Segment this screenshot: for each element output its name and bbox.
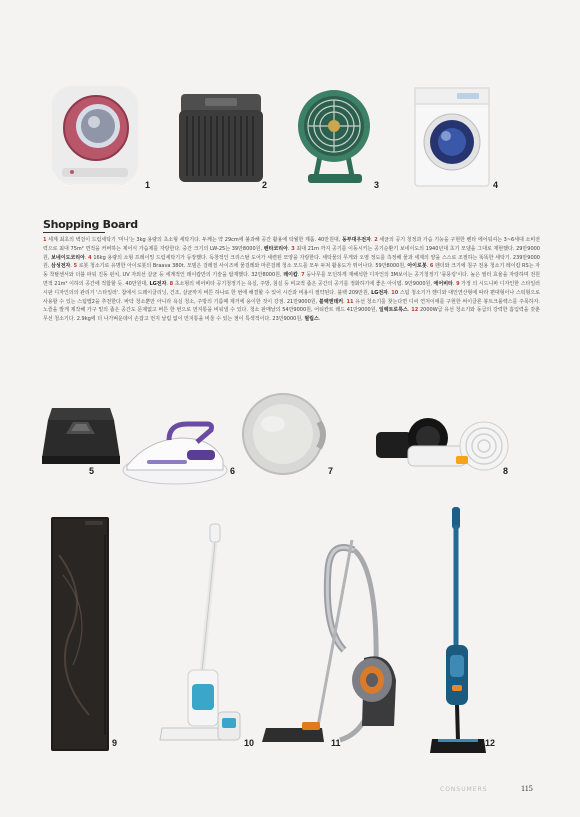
item-number: 11 <box>346 298 354 305</box>
brand-name: 삼성전자 <box>51 263 71 270</box>
product-10-steam-mop <box>158 522 246 750</box>
product-number-10: 10 <box>244 738 255 748</box>
item-number: 1 <box>43 237 47 243</box>
description-text: 2000W급 유선 청소기와 동급의 강력한 흡입력을 갖춘 무선 청소기다. 2.9kg에 더 나가벼운데이 손잡고 먼지 날림 없이 먼지통을 비울 수 있는 점이 특색적이다. 23만9000원, <box>43 307 540 323</box>
product-number-1: 1 <box>145 180 151 190</box>
product-number-9: 9 <box>112 738 118 748</box>
description-text: . <box>426 263 430 270</box>
brand-name: 아이로봇 <box>407 263 427 270</box>
product-3-vintage-fan <box>292 86 374 188</box>
description-text: 유선 청소기를 찾는다면 디씨 연처이에를 구현한 써이클론 봉트크롤렉스를 주목하자. 노즐을 발게 제작해 가구 밑의 좁은 공간도 문제없고 버튼 한 번으로 먼지통을 비워낼 수 있다. 청소 판매날의 54만9000원, 어티칸트 레드 41만9000원, <box>43 298 540 314</box>
product-descriptions-paragraph <box>43 236 540 324</box>
description-text: 스팀 청소기가 핸디와 대인연산형에 따라 편대형이나 스틱형으로 사용할 수 있는 스팀맵2을 추천한다. 바닥 청소뿐만 아니라 욕실 청소, 주방의 기름때 제거에 용이한 것이 강점. 21만9000원, <box>43 289 540 305</box>
description-text: . <box>452 280 457 287</box>
item-number: 6 <box>429 263 434 270</box>
product-9-clothing-styler <box>49 515 111 753</box>
product-number-7: 7 <box>328 466 334 476</box>
product-number-3: 3 <box>374 180 380 190</box>
brand-name: 일렉트로룩스 <box>378 307 408 314</box>
description-text: . <box>388 289 392 296</box>
description-text: 초소형의 에어비타 공기청정기는 욕실, 주방, 침실 등 비교적 좁은 공간의 공기를 정화하기에 좋은 아이템. 9만9000원, <box>173 280 434 287</box>
page-number: 115 <box>521 784 533 793</box>
product-1-wall-mini-washer <box>48 82 143 187</box>
product-number-8: 8 <box>503 466 509 476</box>
product-11-canister-vacuum <box>258 530 398 758</box>
brand-name: 에어비타 <box>433 280 453 287</box>
product-number-6: 6 <box>230 466 236 476</box>
description-text: 세균의 공기 청정과 가습 기능을 구현한 벤타 에어워셔는 3~6세대 소비전력으로 최대 75m² 면적을 커버하는 제어식 가습제를 자랑한다. 중간 크기의 LW-25는 39만8000원, <box>43 237 540 252</box>
brand-name: 벤타코리아 <box>263 245 288 252</box>
description-text: 16kg 용량의 소형 프레이밍 드럼세탁기가 등장했다. 독창적인 크리스탈 도어가 세련된 모양을 자랑한다. 세탁물의 무게와 오염 정도를 측정해 물과 세제의 양을 스스로 조절하는 똑똑한 세탁기. 239만9000원, <box>43 254 540 270</box>
description-text: 최대 21m 까지 공기를 이동시키는 공기순환기 보네이도의 1940년대 초기 모델을 그대로 재현했다. 29만9000원, <box>43 245 540 261</box>
brand-name: 블랙앤데커 <box>318 298 344 305</box>
description-text: 둥나무를 모던하게 재해석한 디자인의 3M보이는 공기청정기 '뭉뭉링'이다. 높은 필터 효율을 자랑하며 전원 면적 21m² 이하의 공간에 적합할 듯. 40만원대, <box>43 272 540 287</box>
product-7-air-purifier <box>239 392 329 478</box>
item-number: 7 <box>301 272 305 279</box>
description-text: . <box>70 263 74 270</box>
product-number-11: 11 <box>331 738 341 748</box>
product-8-mini-purifiers <box>372 416 512 478</box>
description-text: . <box>297 272 302 279</box>
product-12-stick-vacuum <box>428 505 490 760</box>
product-number-2: 2 <box>262 180 268 190</box>
description-text: . <box>407 307 412 314</box>
description-text: . <box>166 280 170 287</box>
brand-name: 레이캅 <box>283 272 298 279</box>
heading-underline <box>43 232 105 233</box>
description-text: 팬더와 크기에 침구 전용 청소기 레이캅 RS는 자동 착탈센서와 더블 파워 진동 펀치, UV 자외선 살균 등 세계적인 레이캅만의 기술을 탑재했다. 32만8000원, <box>43 263 540 279</box>
item-number: 4 <box>88 254 92 261</box>
item-number: 5 <box>73 263 78 270</box>
description-text: 로봇 청소기로 유명한 아이로봇의 Braava 380t. 모델은 걸레질 사이즈에 물걸레와 마른걸레 청소 모드를 모두 두쳐 활용도가 뛰어나다. 59만8000원, <box>77 263 408 270</box>
product-2-air-washer <box>177 92 265 184</box>
description-text: . <box>287 245 292 252</box>
product-descriptions <box>43 236 540 324</box>
product-5-floor-robot <box>40 400 122 470</box>
description-text: . <box>370 237 375 243</box>
brand-name: 필립스 <box>304 316 319 323</box>
product-number-4: 4 <box>493 180 499 190</box>
section-heading: Shopping Board <box>43 218 138 231</box>
brand-name: 보네이도코리아 <box>51 254 85 261</box>
product-6-bedding-cleaner <box>117 420 229 488</box>
magazine-name: CONSUMERS <box>440 786 488 793</box>
description-text: . <box>343 298 347 305</box>
item-number: 3 <box>291 245 295 252</box>
item-number: 2 <box>374 237 378 243</box>
brand-name: LG전자 <box>371 289 389 296</box>
product-4-drum-washer <box>413 86 491 188</box>
product-number-12: 12 <box>485 738 496 748</box>
item-number: 9 <box>456 280 460 287</box>
product-number-5: 5 <box>89 466 95 476</box>
description-text: 가정 의 시드니바 디자인한 스타일러 시판 디자인의의 관리기 '스타일러'. 참에서 드레이클리닝, 건조, 살균까지 버튼 하나로 한 번에 해결할 수 있어 시간과 비용이 절약된다. 블랙 209만원, <box>43 280 541 296</box>
item-number: 8 <box>169 280 174 287</box>
description-text: . <box>84 254 89 261</box>
item-number: 10 <box>391 289 399 296</box>
item-number: 12 <box>411 307 419 314</box>
brand-name: 동부대우전자 <box>341 237 371 243</box>
description-text: 세계 최초의 벽걸이 드럼세탁기 '미니'는 3kg 용량의 초소형 세탁기다. 두께는 약 29cm에 불과해 공간 활용에 탁월한 제품. 40만원대, <box>46 237 342 243</box>
description-text: . <box>318 316 321 323</box>
brand-name: LG전자 <box>149 280 167 287</box>
